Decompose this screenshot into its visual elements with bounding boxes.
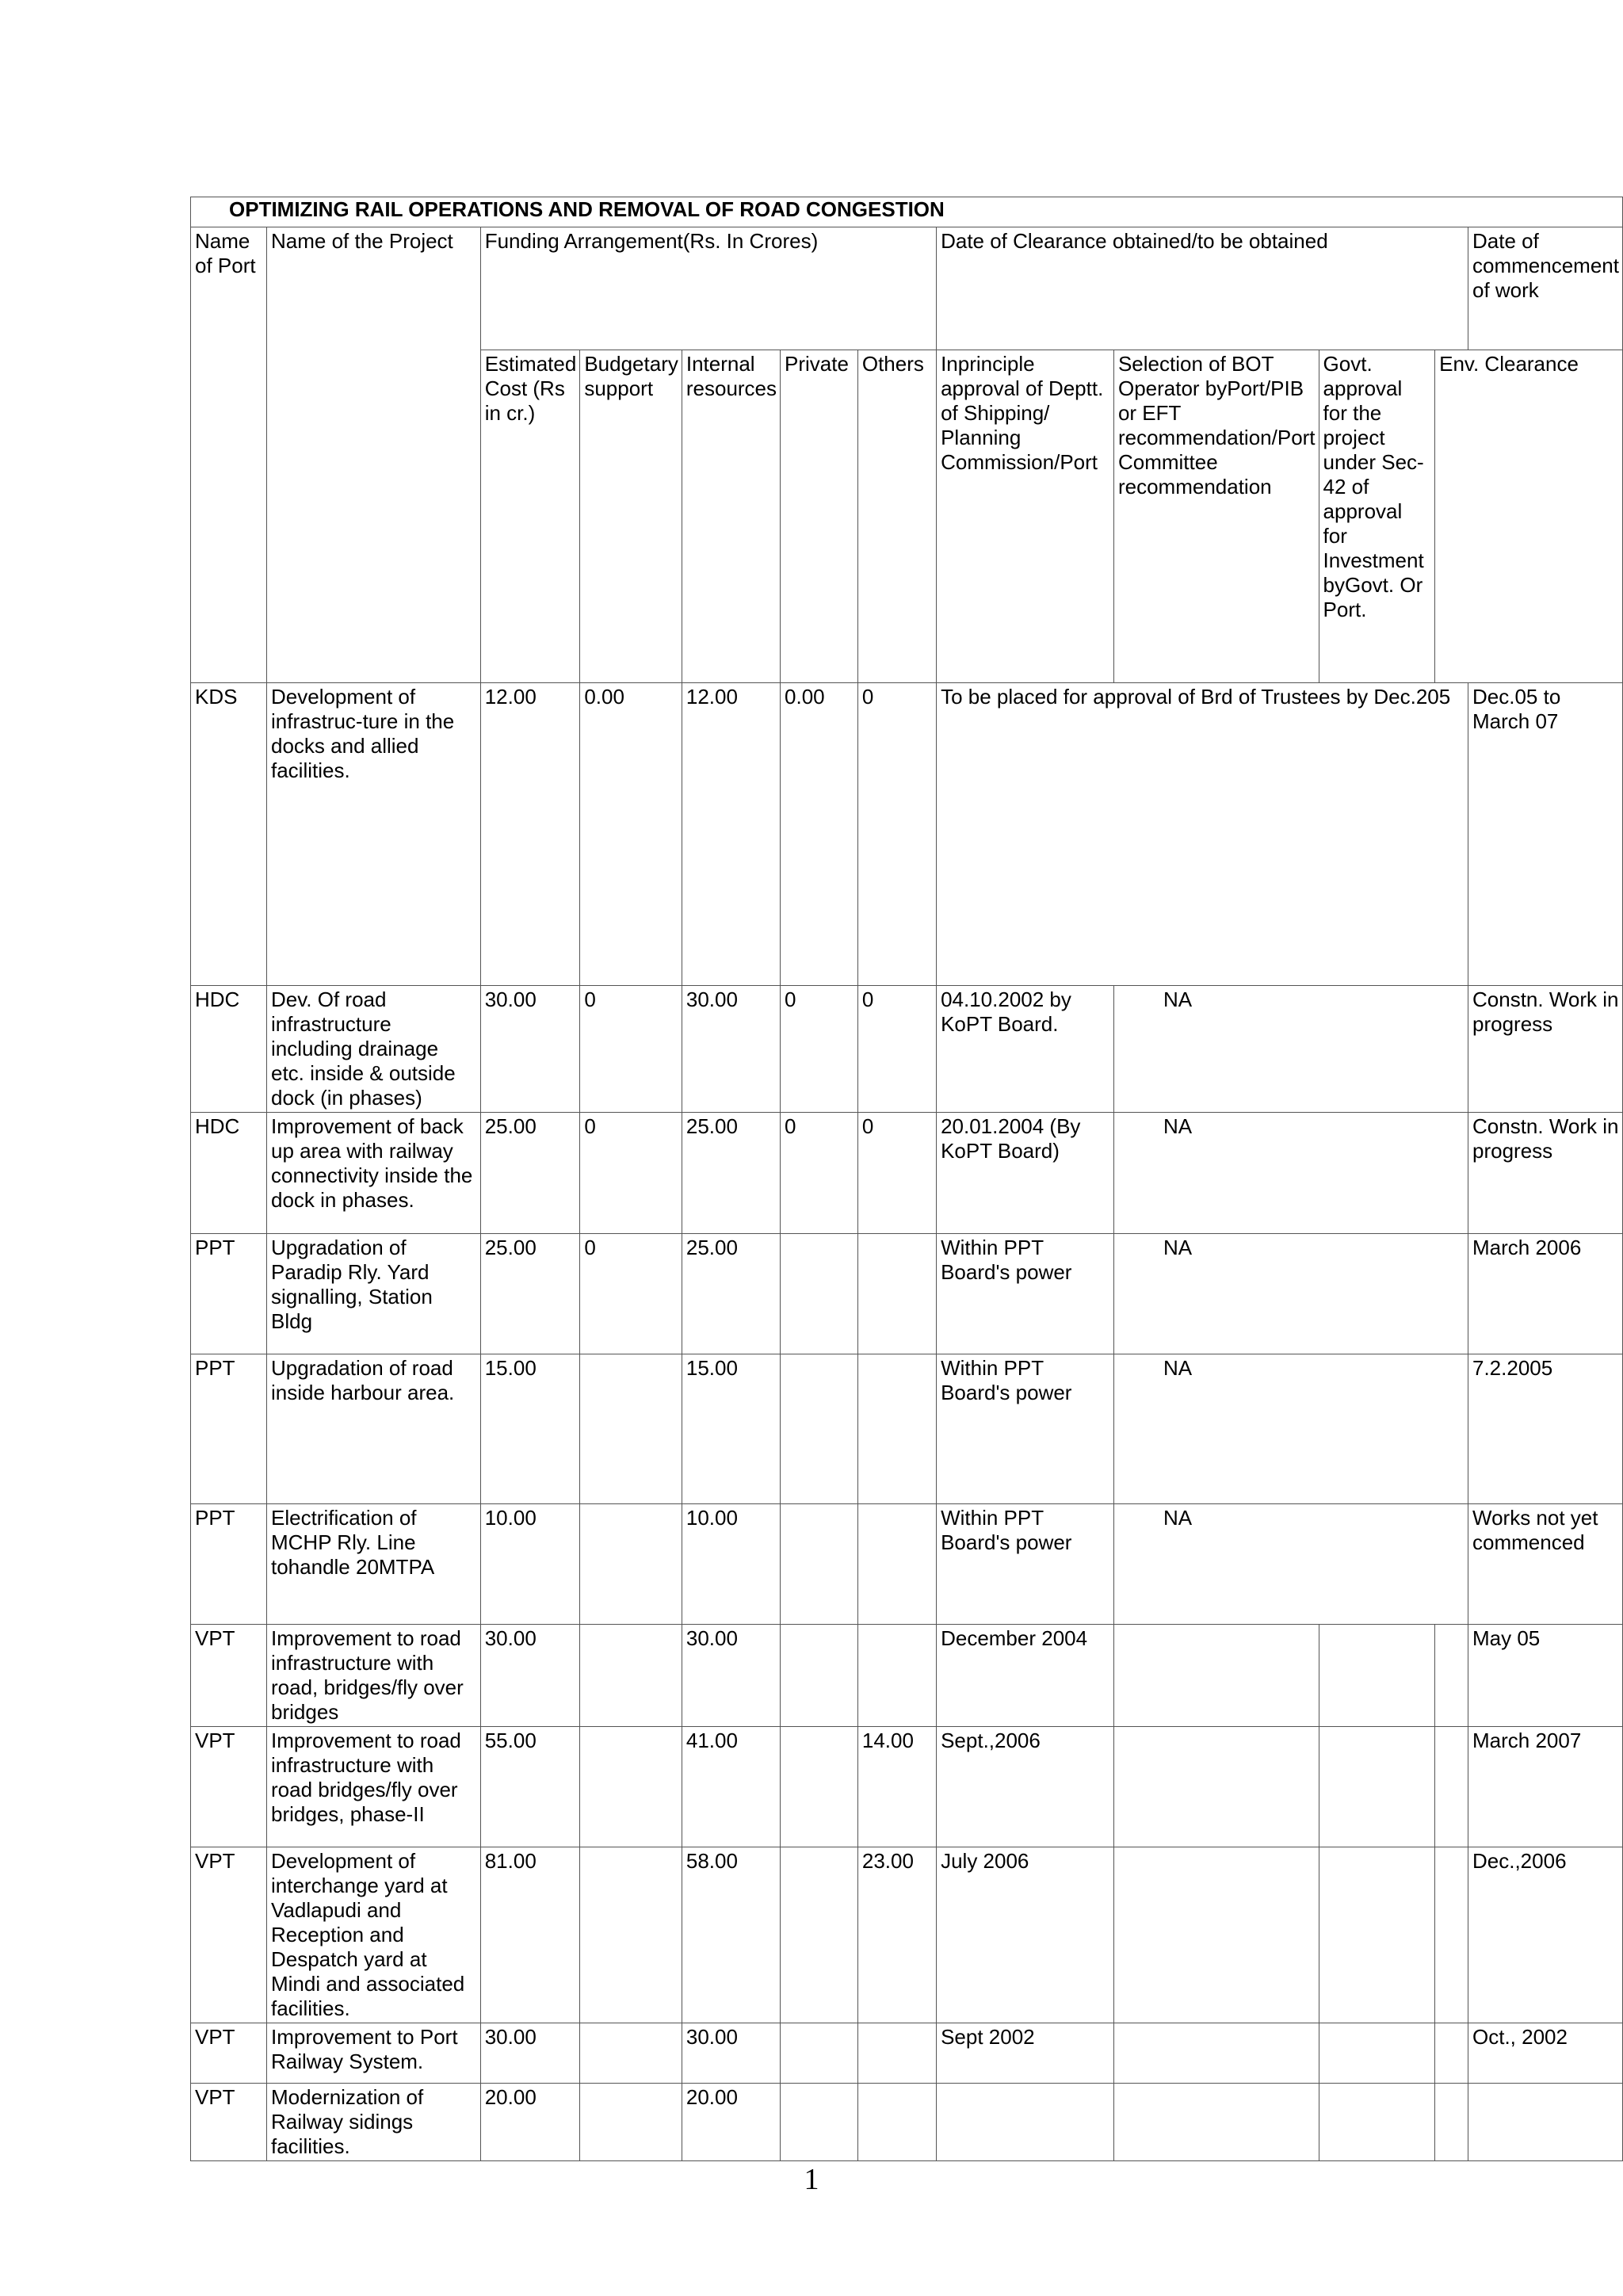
inprinciple-cell: Sept.,2006 <box>937 1727 1114 1847</box>
private-cell <box>781 1847 858 2023</box>
inprinciple-cell: December 2004 <box>937 1625 1114 1727</box>
port-cell: VPT <box>191 2084 267 2161</box>
header-date-of-clearance: Date of Clearance obtained/to be obtained <box>937 227 1468 350</box>
env-clearance-cell <box>1435 2084 1468 2161</box>
private-cell <box>781 2023 858 2084</box>
project-cell: Dev. Of road infrastructure including drainage etc. inside & outside dock (in phases) <box>267 986 481 1113</box>
page-number: 1 <box>804 2163 819 2196</box>
budgetary-cell: 0 <box>580 1234 682 1354</box>
others-cell: 0 <box>857 1113 936 1234</box>
selection-cell <box>1113 1625 1319 1727</box>
commencement-cell: 7.2.2005 <box>1468 1354 1623 1504</box>
others-cell: 23.00 <box>857 1847 936 2023</box>
header-internal-resources: Internal resources <box>682 350 780 683</box>
table-row <box>191 1234 1623 1354</box>
budgetary-cell <box>580 1727 682 1847</box>
projects-table <box>190 197 1623 2161</box>
internal-cell: 25.00 <box>682 1113 780 1234</box>
header-name-of-project: Name of the Project <box>267 227 481 683</box>
others-cell: 0 <box>857 683 936 986</box>
header-name-of-port: Name of Port <box>191 227 267 683</box>
govt-approval-cell <box>1319 1847 1435 2023</box>
project-cell: Improvement of back up area with railway connectivity inside the dock in phases. <box>267 1113 481 1234</box>
internal-cell: 12.00 <box>682 683 780 986</box>
project-cell: Improvement to road infrastructure with road bridges/fly over bridges, phase-II <box>267 1727 481 1847</box>
inprinciple-cell: 04.10.2002 by KoPT Board. <box>937 986 1114 1113</box>
estimated-cost-cell: 25.00 <box>480 1234 580 1354</box>
private-cell <box>781 1504 858 1625</box>
estimated-cost-cell: 25.00 <box>480 1113 580 1234</box>
header-private: Private <box>781 350 858 683</box>
others-cell <box>857 1625 936 1727</box>
selection-cell: NA <box>1113 1234 1468 1354</box>
selection-cell: NA <box>1113 986 1468 1113</box>
private-cell: 0 <box>781 986 858 1113</box>
private-cell: 0.00 <box>781 683 858 986</box>
project-cell: Improvement to road infrastructure with road, bridges/fly over bridges <box>267 1625 481 1727</box>
others-cell <box>857 2023 936 2084</box>
estimated-cost-cell: 10.00 <box>480 1504 580 1625</box>
commencement-cell: Dec.,2006 <box>1468 1847 1623 2023</box>
table-row <box>191 2084 1623 2161</box>
commencement-cell <box>1468 2084 1623 2161</box>
inprinciple-cell: Within PPT Board's power <box>937 1504 1114 1625</box>
table-row <box>191 986 1623 1113</box>
table-row <box>191 1727 1623 1847</box>
inprinciple-cell: 20.01.2004 (By KoPT Board) <box>937 1113 1114 1234</box>
internal-cell: 15.00 <box>682 1354 780 1504</box>
header-inprinciple-approval: Inprinciple approval of Deptt. of Shipping/ Planning Commission/Port <box>937 350 1114 683</box>
table-row <box>191 2023 1623 2084</box>
commencement-cell: Constn. Work in progress <box>1468 1113 1623 1234</box>
estimated-cost-cell: 20.00 <box>480 2084 580 2161</box>
selection-cell: NA <box>1113 1113 1468 1234</box>
commencement-cell: March 2007 <box>1468 1727 1623 1847</box>
budgetary-cell <box>580 1847 682 2023</box>
govt-approval-cell <box>1319 1625 1435 1727</box>
selection-cell <box>1113 2023 1319 2084</box>
commencement-cell: Dec.05 to March 07 <box>1468 683 1623 986</box>
others-cell <box>857 2084 936 2161</box>
project-cell: Improvement to Port Railway System. <box>267 2023 481 2084</box>
others-cell: 14.00 <box>857 1727 936 1847</box>
private-cell <box>781 1625 858 1727</box>
others-cell: 0 <box>857 986 936 1113</box>
table-row <box>191 1354 1623 1504</box>
govt-approval-cell <box>1319 2023 1435 2084</box>
others-cell <box>857 1234 936 1354</box>
govt-approval-cell <box>1319 2084 1435 2161</box>
selection-cell: NA <box>1113 1354 1468 1504</box>
port-cell: VPT <box>191 2023 267 2084</box>
header-env-clearance: Env. Clearance <box>1435 350 1623 683</box>
project-cell: Modernization of Railway sidings facilities. <box>267 2084 481 2161</box>
internal-cell: 30.00 <box>682 986 780 1113</box>
port-cell: VPT <box>191 1625 267 1727</box>
commencement-cell: May 05 <box>1468 1625 1623 1727</box>
estimated-cost-cell: 12.00 <box>480 683 580 986</box>
selection-cell <box>1113 1727 1319 1847</box>
env-clearance-cell <box>1435 2023 1468 2084</box>
table-title: OPTIMIZING RAIL OPERATIONS AND REMOVAL OF ROAD CONGESTION <box>191 197 1623 227</box>
budgetary-cell <box>580 2084 682 2161</box>
env-clearance-cell <box>1435 1847 1468 2023</box>
internal-cell: 20.00 <box>682 2084 780 2161</box>
private-cell <box>781 1354 858 1504</box>
selection-cell: NA <box>1113 1504 1468 1625</box>
estimated-cost-cell: 30.00 <box>480 2023 580 2084</box>
port-cell: PPT <box>191 1354 267 1504</box>
table-row <box>191 683 1623 986</box>
clearance-note-cell: To be placed for approval of Brd of Trustees by Dec.205 <box>937 683 1468 986</box>
commencement-cell: March 2006 <box>1468 1234 1623 1354</box>
budgetary-cell <box>580 1354 682 1504</box>
internal-cell: 10.00 <box>682 1504 780 1625</box>
project-cell: Electrification of MCHP Rly. Line tohandle 20MTPA <box>267 1504 481 1625</box>
selection-cell <box>1113 1847 1319 2023</box>
govt-approval-cell <box>1319 1727 1435 1847</box>
table-row <box>191 1113 1623 1234</box>
selection-cell <box>1113 2084 1319 2161</box>
inprinciple-cell: Within PPT Board's power <box>937 1354 1114 1504</box>
env-clearance-cell <box>1435 1625 1468 1727</box>
budgetary-cell: 0 <box>580 986 682 1113</box>
header-funding-arrangement: Funding Arrangement(Rs. In Crores) <box>480 227 936 350</box>
project-cell: Upgradation of Paradip Rly. Yard signalling, Station Bldg <box>267 1234 481 1354</box>
port-cell: HDC <box>191 1113 267 1234</box>
inprinciple-cell: Within PPT Board's power <box>937 1234 1114 1354</box>
env-clearance-cell <box>1435 1727 1468 1847</box>
header-govt-approval: Govt. approval for the project under Sec-42 of approval for Investment byGovt. Or Port. <box>1319 350 1435 683</box>
internal-cell: 30.00 <box>682 2023 780 2084</box>
estimated-cost-cell: 15.00 <box>480 1354 580 1504</box>
commencement-cell: Oct., 2002 <box>1468 2023 1623 2084</box>
header-budgetary-support: Budgetary support <box>580 350 682 683</box>
header-date-of-commencement: Date of commencement of work <box>1468 227 1623 350</box>
inprinciple-cell: Sept 2002 <box>937 2023 1114 2084</box>
commencement-cell: Constn. Work in progress <box>1468 986 1623 1113</box>
private-cell: 0 <box>781 1113 858 1234</box>
estimated-cost-cell: 55.00 <box>480 1727 580 1847</box>
internal-cell: 41.00 <box>682 1727 780 1847</box>
private-cell <box>781 2084 858 2161</box>
estimated-cost-cell: 30.00 <box>480 1625 580 1727</box>
commencement-cell: Works not yet commenced <box>1468 1504 1623 1625</box>
inprinciple-cell: July 2006 <box>937 1847 1114 2023</box>
port-cell: KDS <box>191 683 267 986</box>
budgetary-cell <box>580 1625 682 1727</box>
budgetary-cell <box>580 1504 682 1625</box>
private-cell <box>781 1234 858 1354</box>
project-cell: Upgradation of road inside harbour area. <box>267 1354 481 1504</box>
header-selection-bot: Selection of BOT Operator byPort/PIB or EFT recommendation/Port Committee recommendation <box>1113 350 1319 683</box>
internal-cell: 25.00 <box>682 1234 780 1354</box>
budgetary-cell <box>580 2023 682 2084</box>
table-row <box>191 1847 1623 2023</box>
project-cell: Development of interchange yard at Vadlapudi and Reception and Despatch yard at Mindi and associated facilities. <box>267 1847 481 2023</box>
private-cell <box>781 1727 858 1847</box>
port-cell: PPT <box>191 1234 267 1354</box>
port-cell: HDC <box>191 986 267 1113</box>
table-row <box>191 1625 1623 1727</box>
budgetary-cell: 0.00 <box>580 683 682 986</box>
header-others: Others <box>857 350 936 683</box>
header-estimated-cost: Estimated Cost (Rs in cr.) <box>480 350 580 683</box>
port-cell: PPT <box>191 1504 267 1625</box>
table-row <box>191 1504 1623 1625</box>
estimated-cost-cell: 81.00 <box>480 1847 580 2023</box>
inprinciple-cell <box>937 2084 1114 2161</box>
internal-cell: 58.00 <box>682 1847 780 2023</box>
others-cell <box>857 1504 936 1625</box>
estimated-cost-cell: 30.00 <box>480 986 580 1113</box>
port-cell: VPT <box>191 1847 267 2023</box>
others-cell <box>857 1354 936 1504</box>
project-cell: Development of infrastruc-ture in the docks and allied facilities. <box>267 683 481 986</box>
internal-cell: 30.00 <box>682 1625 780 1727</box>
budgetary-cell: 0 <box>580 1113 682 1234</box>
port-cell: VPT <box>191 1727 267 1847</box>
